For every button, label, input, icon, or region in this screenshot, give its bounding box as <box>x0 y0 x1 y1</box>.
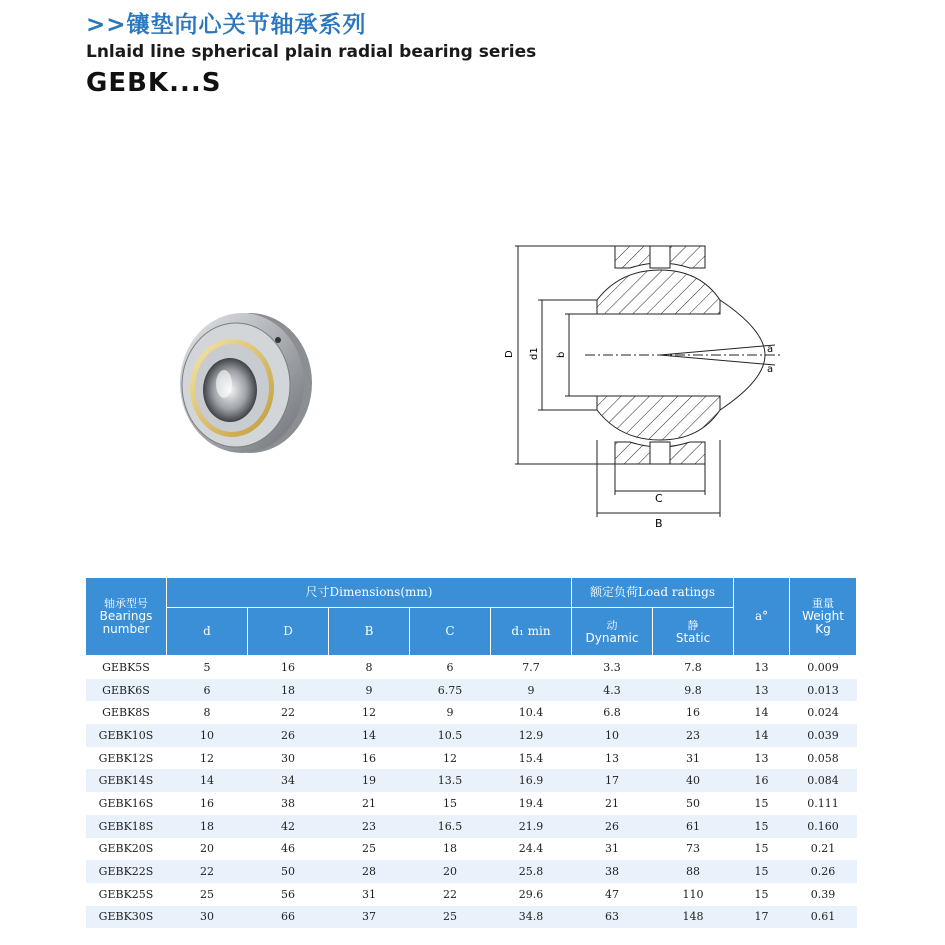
table-row <box>86 883 857 906</box>
table-cell: 47 <box>605 887 620 901</box>
table-cell: 16 <box>734 769 790 792</box>
table-cell: 10 <box>572 724 653 747</box>
model-series: GEBK...S <box>86 68 222 98</box>
table-row <box>86 906 857 929</box>
table-row <box>86 792 857 815</box>
header-a: a° <box>734 578 790 656</box>
table-row <box>86 838 857 861</box>
table-cell: 13 <box>734 679 790 702</box>
table-cell: 31 <box>686 751 701 765</box>
table-cell: 21 <box>605 796 620 810</box>
table-cell: 0.26 <box>790 860 857 883</box>
table-row <box>86 747 857 770</box>
table-cell: 0.058 <box>807 751 839 765</box>
header-d: d <box>167 608 248 656</box>
table-cell: 31 <box>605 842 620 856</box>
label-B: B <box>655 517 663 530</box>
label-b: b <box>556 351 567 358</box>
bearing-photo <box>150 298 320 468</box>
table-cell: 14 <box>734 724 790 747</box>
table-cell: 13.5 <box>410 769 491 792</box>
table-cell: 22 <box>281 706 295 720</box>
table-cell: 9 <box>446 706 454 720</box>
table-cell: 9 <box>491 679 572 702</box>
table-cell: 56 <box>281 887 295 901</box>
table-cell: 17 <box>572 769 653 792</box>
table-cell: 38 <box>572 860 653 883</box>
header-weight: 重量 Weight Kg <box>790 578 857 656</box>
table-cell: 15 <box>443 796 457 810</box>
table-row <box>86 769 857 792</box>
header-B: B <box>329 608 410 656</box>
header-bearings-number: 轴承型号 Bearings number <box>86 578 167 656</box>
table-cell: 110 <box>682 887 704 901</box>
table-cell: 6.75 <box>410 679 491 702</box>
header-dimensions: 尺寸Dimensions(mm) <box>167 578 572 608</box>
table-cell: 15 <box>734 860 790 883</box>
header-C: C <box>410 608 491 656</box>
table-cell: 46 <box>281 842 295 856</box>
table-cell: 148 <box>653 906 734 929</box>
table-cell: 25.8 <box>491 860 572 883</box>
table-row <box>86 656 857 679</box>
table-cell: 37 <box>329 906 410 929</box>
table-cell: 22 <box>167 860 248 883</box>
table-cell: GEBK30S <box>86 906 167 929</box>
table-cell: 28 <box>329 860 410 883</box>
table-cell: 31 <box>362 887 376 901</box>
table-row <box>86 815 857 838</box>
table-cell: GEBK14S <box>86 769 167 792</box>
label-D: D <box>504 350 515 358</box>
table-cell: 18 <box>167 815 248 838</box>
table-cell: 0.084 <box>790 769 857 792</box>
label-a-top: a <box>767 344 774 355</box>
table-cell: 0.39 <box>810 887 836 901</box>
header-d1min: d₁ min <box>491 608 572 656</box>
table-cell: 20 <box>410 860 491 883</box>
table-cell: 30 <box>281 751 295 765</box>
table-cell: 15 <box>754 842 769 856</box>
table-cell: 66 <box>248 906 329 929</box>
table-cell: 50 <box>686 796 701 810</box>
table-cell: 16 <box>200 796 214 810</box>
table-cell: 88 <box>653 860 734 883</box>
table-cell: GEBK20S <box>98 842 154 856</box>
table-cell: 13 <box>754 660 769 674</box>
table-cell: 34 <box>248 769 329 792</box>
table-cell: 25 <box>362 842 376 856</box>
table-cell: 23 <box>653 724 734 747</box>
table-cell: 38 <box>281 796 295 810</box>
table-cell: 61 <box>653 815 734 838</box>
table-cell: GEBK22S <box>86 860 167 883</box>
table-cell: GEBK10S <box>86 724 167 747</box>
table-cell: GEBK8S <box>102 706 150 720</box>
header-D: D <box>248 608 329 656</box>
table-cell: 16 <box>686 706 701 720</box>
table-cell: 34.8 <box>491 906 572 929</box>
spec-table-body <box>86 656 857 929</box>
table-cell: 26 <box>572 815 653 838</box>
table-cell: 6 <box>167 679 248 702</box>
cross-section-drawing <box>490 230 800 540</box>
label-a-bottom: a <box>767 364 774 375</box>
table-cell: 30 <box>167 906 248 929</box>
table-cell: 12 <box>443 751 457 765</box>
table-cell: 14 <box>329 724 410 747</box>
table-cell: 42 <box>248 815 329 838</box>
table-cell: 22 <box>443 887 457 901</box>
table-cell: 73 <box>686 842 701 856</box>
table-cell: GEBK18S <box>86 815 167 838</box>
table-cell: 7.8 <box>684 660 702 674</box>
table-cell: 15 <box>754 887 769 901</box>
header-dynamic: 动 Dynamic <box>572 608 653 656</box>
table-cell: 29.6 <box>518 887 544 901</box>
table-cell: 14 <box>754 706 769 720</box>
table-cell: GEBK25S <box>98 887 154 901</box>
table-cell: 16.5 <box>410 815 491 838</box>
table-cell: GEBK12S <box>98 751 154 765</box>
table-row <box>86 679 857 702</box>
table-cell: 0.111 <box>807 796 839 810</box>
table-cell: 4.3 <box>572 679 653 702</box>
label-d1: d1 <box>529 347 540 360</box>
table-cell: 0.013 <box>790 679 857 702</box>
table-cell: 50 <box>248 860 329 883</box>
table-row <box>86 724 857 747</box>
table-cell: 19 <box>329 769 410 792</box>
table-cell: 18 <box>443 842 457 856</box>
table-cell: 16 <box>362 751 376 765</box>
bearing-spec-table <box>85 577 857 928</box>
table-cell: 23 <box>329 815 410 838</box>
table-cell: 12 <box>362 706 376 720</box>
table-cell: 9 <box>329 679 410 702</box>
table-cell: 19.4 <box>518 796 544 810</box>
table-cell: 20 <box>200 842 214 856</box>
page-title-cn: >>镶垫向心关节轴承系列 <box>86 12 367 38</box>
table-cell: 0.009 <box>807 660 839 674</box>
table-cell: 12 <box>200 751 214 765</box>
table-cell: 13 <box>605 751 620 765</box>
table-cell: 14 <box>167 769 248 792</box>
table-cell: 8 <box>203 706 211 720</box>
table-cell: 10.4 <box>518 706 544 720</box>
table-cell: 0.61 <box>790 906 857 929</box>
label-C: C <box>655 492 663 505</box>
table-cell: 9.8 <box>653 679 734 702</box>
table-cell: 25 <box>200 887 214 901</box>
table-cell: 15 <box>754 796 769 810</box>
table-cell: 3.3 <box>603 660 621 674</box>
table-cell: 21 <box>362 796 376 810</box>
table-cell: 5 <box>203 660 211 674</box>
header-static: 静 Static <box>653 608 734 656</box>
table-cell: 0.024 <box>807 706 839 720</box>
table-cell: 26 <box>248 724 329 747</box>
table-cell: 25 <box>410 906 491 929</box>
table-cell: 16 <box>281 660 295 674</box>
table-cell: 10 <box>167 724 248 747</box>
table-cell: 10.5 <box>410 724 491 747</box>
table-cell: 21.9 <box>491 815 572 838</box>
table-cell: GEBK16S <box>98 796 154 810</box>
table-cell: 15 <box>734 815 790 838</box>
header-load-ratings: 额定负荷Load ratings <box>572 578 734 608</box>
table-row <box>86 860 857 883</box>
table-cell: GEBK5S <box>102 660 150 674</box>
table-cell: 17 <box>734 906 790 929</box>
table-cell: 18 <box>248 679 329 702</box>
table-cell: 6.8 <box>603 706 621 720</box>
table-cell: 24.4 <box>518 842 544 856</box>
table-cell: 15.4 <box>518 751 544 765</box>
table-cell: GEBK6S <box>86 679 167 702</box>
table-cell: 12.9 <box>491 724 572 747</box>
table-cell: 7.7 <box>522 660 540 674</box>
table-cell: 0.21 <box>810 842 836 856</box>
table-row <box>86 701 857 724</box>
table-cell: 63 <box>572 906 653 929</box>
table-cell: 40 <box>653 769 734 792</box>
table-cell: 13 <box>754 751 769 765</box>
table-cell: 6 <box>446 660 454 674</box>
table-cell: 16.9 <box>491 769 572 792</box>
table-cell: 0.160 <box>790 815 857 838</box>
table-cell: 0.039 <box>790 724 857 747</box>
page-title-en: Lnlaid line spherical plain radial bearing series <box>86 42 537 62</box>
table-cell: 8 <box>365 660 373 674</box>
